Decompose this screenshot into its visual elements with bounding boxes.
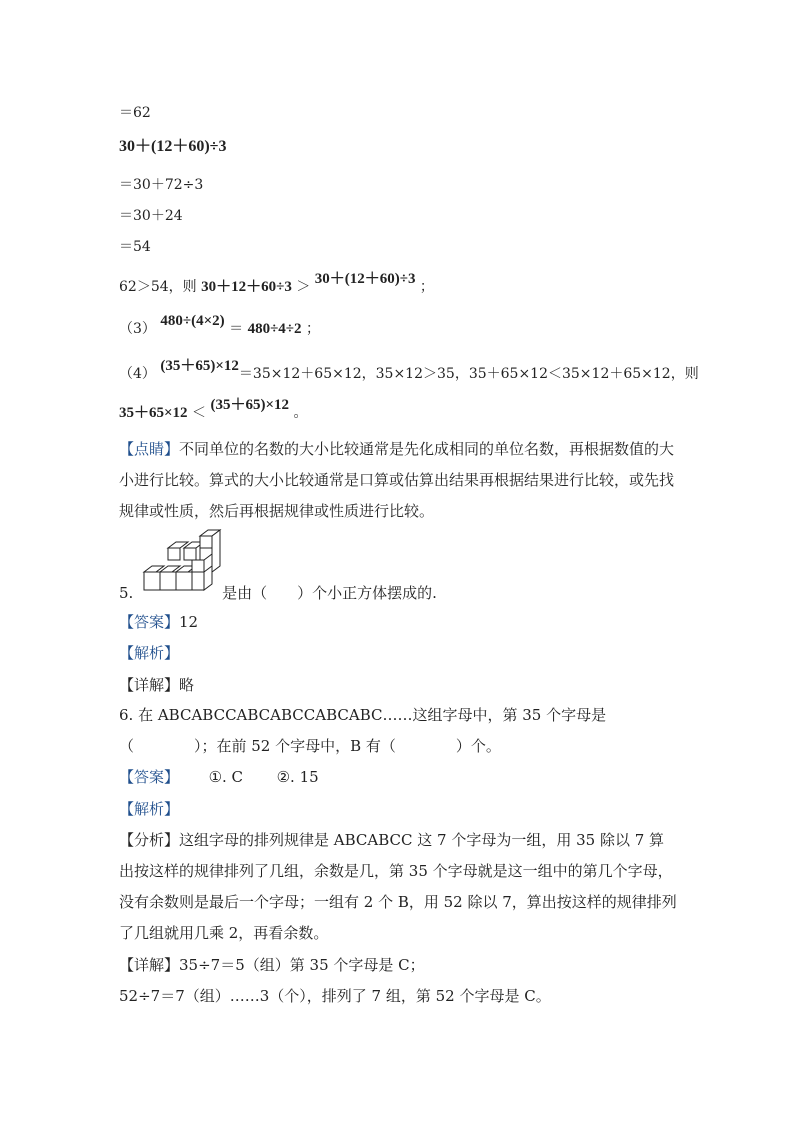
detail-tag: 【详解】 bbox=[119, 956, 180, 974]
math-expression: 30＋12＋60÷3 bbox=[201, 279, 292, 295]
answer-line bbox=[119, 612, 198, 632]
detail-line bbox=[119, 986, 551, 1006]
detail-text: 35÷7＝5（组）第 35 个字母是 C； bbox=[179, 956, 425, 974]
equation-text: ＝62 bbox=[119, 105, 151, 121]
math-expression: 480÷(4×2) bbox=[160, 313, 225, 329]
math-expression: (35＋65)×12 bbox=[160, 358, 239, 374]
answer-value: ①. C bbox=[208, 768, 244, 786]
question-number: 5. bbox=[119, 584, 134, 602]
jiexi-line bbox=[119, 643, 179, 663]
comparison-line bbox=[119, 271, 434, 297]
math-expression: 30＋(12＋60)÷3 bbox=[314, 271, 416, 287]
punctuation: ； bbox=[419, 279, 434, 295]
fenxi-text: 这组字母的排列规律是 ABCABCC 这 7 个字母为一组，用 35 除以 7 算出按这样的规律排列了几组，余数是几，第 35 个字母就是这一组中的第几个字母，没有余数则是最后一个字母；一组有 2 个 B，用 52 除以 7，算出按这样的规律排列了几组就用几乘 2，再看余数。 bbox=[119, 831, 677, 942]
comparison-operator: ＝ bbox=[229, 321, 244, 337]
question-text: 6. 在 ABCABCCABCABCCABCABC……这组字母中，第 35 个字母是（ ）；在前 52 个字母中，B 有（ ）个。 bbox=[119, 706, 607, 755]
equation-line bbox=[119, 206, 183, 226]
punctuation: 。 bbox=[293, 405, 308, 421]
item-number: （3） bbox=[119, 321, 156, 337]
equation-line bbox=[119, 237, 151, 257]
equation-line bbox=[119, 175, 203, 195]
comparison-text: ＝35×12＋65×12，35×12＞35，35＋65×12＜35×12＋65×12，则 bbox=[238, 366, 699, 382]
comparison-operator: ＜ bbox=[192, 405, 207, 421]
detail-text: 略 bbox=[179, 676, 195, 694]
dianjing-tag: 【点睛】 bbox=[119, 440, 180, 458]
punctuation: ； bbox=[305, 321, 320, 337]
answer-value: ②. 15 bbox=[276, 768, 319, 786]
equation-text: ＝30＋72÷3 bbox=[119, 177, 204, 193]
comparison-line bbox=[119, 358, 699, 384]
fenxi-paragraph bbox=[119, 825, 679, 949]
math-expression: 30＋(12＋60)÷3 bbox=[119, 138, 227, 155]
expression-line bbox=[119, 137, 226, 157]
detail-line bbox=[119, 675, 194, 695]
comparison-operator: ＞ bbox=[296, 279, 311, 295]
answer-tag: 【答案】 bbox=[119, 613, 180, 631]
question-text: 是由（ ）个小正方体摆成的. bbox=[222, 584, 437, 602]
math-expression: 480÷4÷2 bbox=[247, 321, 302, 337]
equation-line bbox=[119, 103, 151, 123]
fenxi-tag: 【分析】 bbox=[119, 831, 180, 849]
comparison-line bbox=[119, 313, 320, 339]
equation-text: ＝30＋24 bbox=[119, 208, 183, 224]
answer-tag: 【答案】 bbox=[119, 768, 180, 786]
answer-value: 12 bbox=[179, 613, 199, 631]
question-6 bbox=[119, 700, 679, 762]
math-expression: 35＋65×12 bbox=[119, 405, 188, 421]
jiexi-tag: 【解析】 bbox=[119, 644, 180, 662]
comparison-line bbox=[119, 397, 308, 423]
jiexi-line bbox=[119, 799, 179, 819]
math-expression: (35＋65)×12 bbox=[210, 397, 290, 413]
answer-line bbox=[119, 767, 319, 787]
jiexi-tag: 【解析】 bbox=[119, 800, 180, 818]
question-5 bbox=[119, 583, 437, 603]
equation-text: ＝54 bbox=[119, 239, 151, 255]
dianjing-text: 不同单位的名数的大小比较通常是先化成相同的单位名数，再根据数值的大小进行比较。算式的大小比较通常是口算或估算出结果再根据结果进行比较，或先找规律或性质，然后再根据规律或性质进行比较。 bbox=[119, 440, 675, 520]
comparison-prefix: 62＞54，则 bbox=[119, 279, 197, 295]
dianjing-paragraph bbox=[119, 434, 679, 527]
detail-text: 52÷7＝7（组）……3（个），排列了 7 组，第 52 个字母是 C。 bbox=[119, 987, 551, 1005]
detail-tag: 【详解】 bbox=[119, 676, 180, 694]
item-number: （4） bbox=[119, 366, 156, 382]
detail-line bbox=[119, 955, 425, 975]
